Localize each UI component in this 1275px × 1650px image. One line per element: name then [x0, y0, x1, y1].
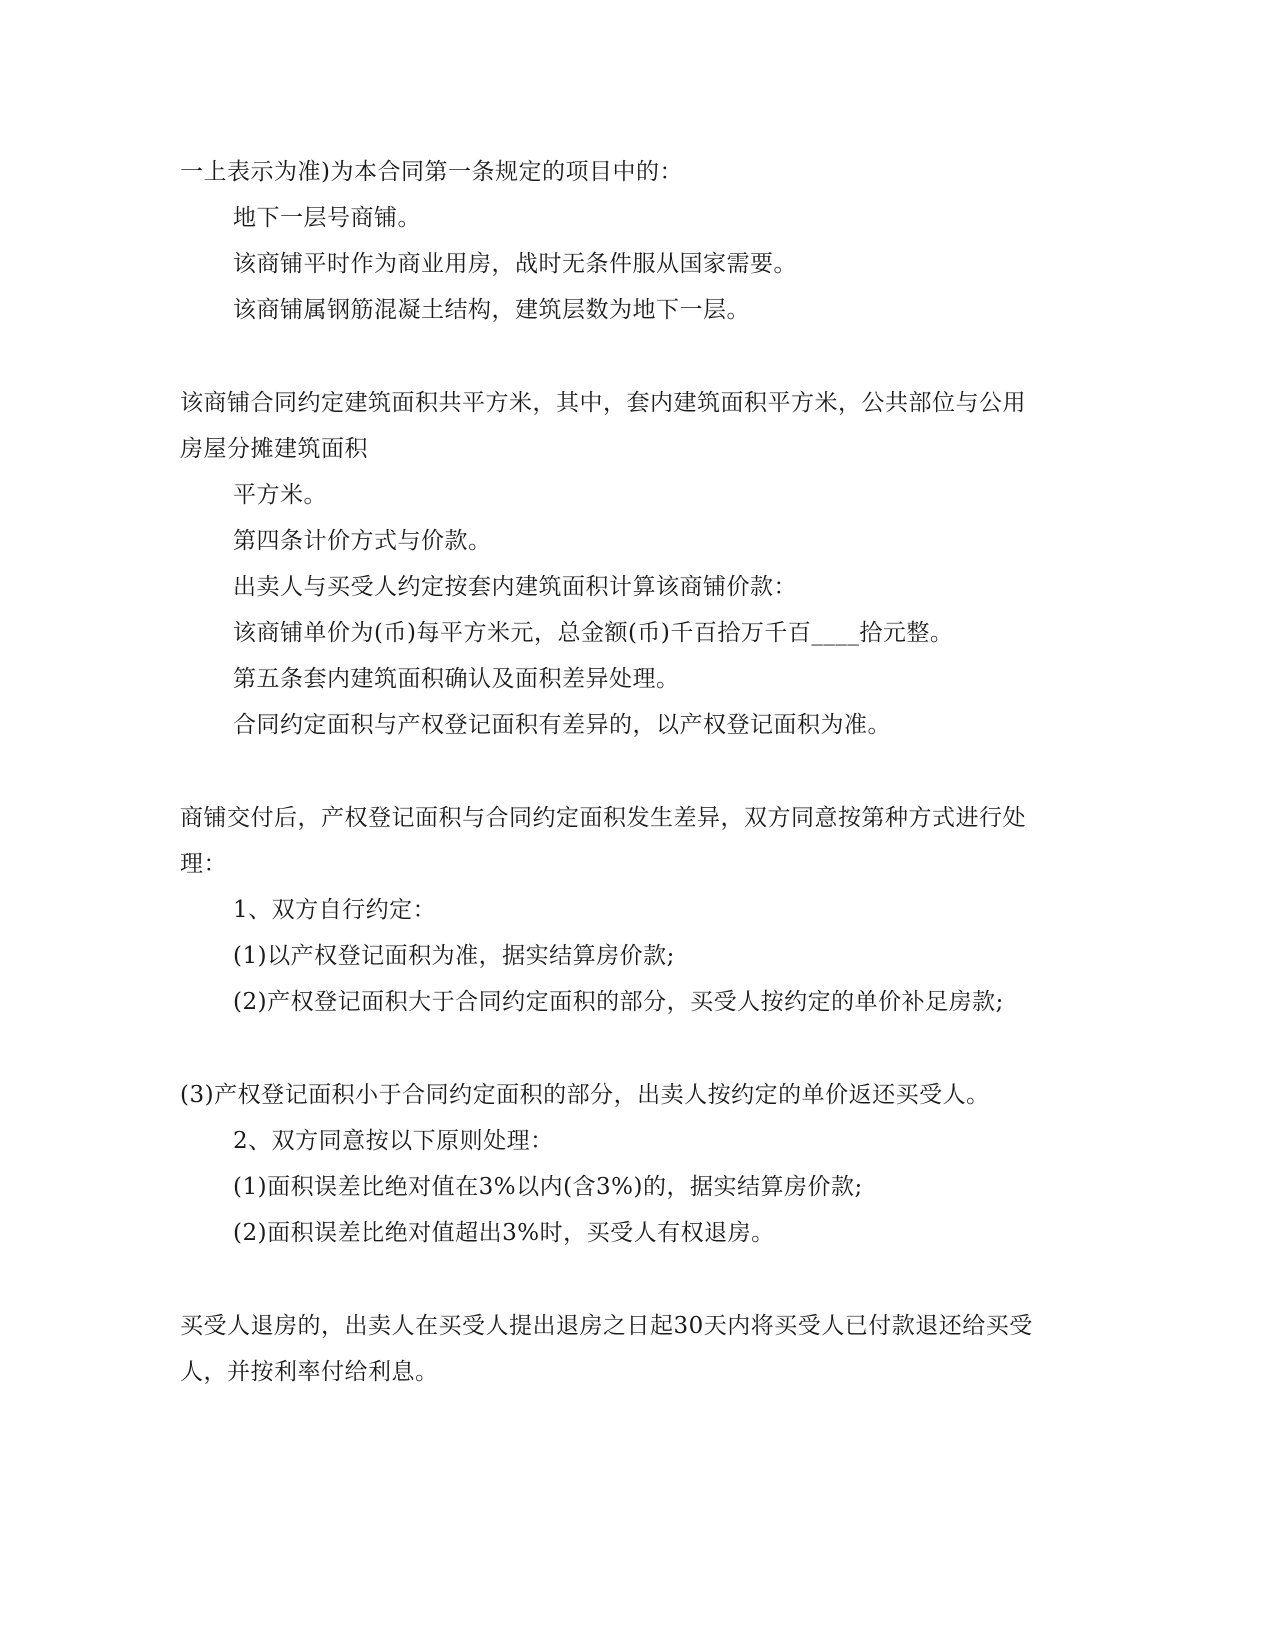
- paragraph-line: 该商铺单价为(币)每平方米元，总金额(币)千百拾万千百____拾元整。: [233, 620, 954, 646]
- paragraph-line: 第四条计价方式与价款。: [233, 528, 492, 554]
- paragraph-line: 人，并按利率付给利息。: [180, 1359, 439, 1385]
- paragraph-line: (1)面积误差比绝对值在3%以内(含3%)的，据实结算房价款;: [233, 1174, 863, 1200]
- paragraph-line: 合同约定面积与产权登记面积有差异的，以产权登记面积为准。: [233, 712, 891, 738]
- paragraph-line: 理：: [180, 851, 227, 877]
- paragraph-line: 1、双方自行约定：: [233, 897, 437, 923]
- paragraph-line: (2)面积误差比绝对值超出3%时，买受人有权退房。: [233, 1220, 775, 1246]
- paragraph-line: 买受人退房的，出卖人在买受人提出退房之日起30天内将买受人已付款退还给买受: [180, 1313, 1033, 1339]
- paragraph-line: 该商铺属钢筋混凝土结构，建筑层数为地下一层。: [233, 297, 750, 323]
- paragraph-line: 房屋分摊建筑面积: [180, 436, 368, 462]
- paragraph-line: 平方米。: [233, 482, 327, 508]
- paragraph-line: 地下一层号商铺。: [233, 205, 421, 231]
- paragraph-line: 该商铺合同约定建筑面积共平方米，其中，套内建筑面积平方米，公共部位与公用: [180, 390, 1026, 416]
- paragraph-line: 2、双方同意按以下原则处理：: [233, 1128, 554, 1154]
- paragraph-line: 一上表示为准)为本合同第一条规定的项目中的：: [180, 159, 683, 185]
- paragraph-line: (2)产权登记面积大于合同约定面积的部分，买受人按约定的单价补足房款;: [233, 989, 1004, 1015]
- paragraph-line: 商铺交付后，产权登记面积与合同约定面积发生差异，双方同意按第种方式进行处: [180, 805, 1026, 831]
- paragraph-line: (1)以产权登记面积为准，据实结算房价款;: [233, 943, 675, 969]
- paragraph-line: 出卖人与买受人约定按套内建筑面积计算该商铺价款：: [233, 574, 797, 600]
- paragraph-line: (3)产权登记面积小于合同约定面积的部分，出卖人按约定的单价返还买受人。: [180, 1082, 990, 1108]
- paragraph-line: 第五条套内建筑面积确认及面积差异处理。: [233, 666, 680, 692]
- paragraph-line: 该商铺平时作为商业用房，战时无条件服从国家需要。: [233, 251, 797, 277]
